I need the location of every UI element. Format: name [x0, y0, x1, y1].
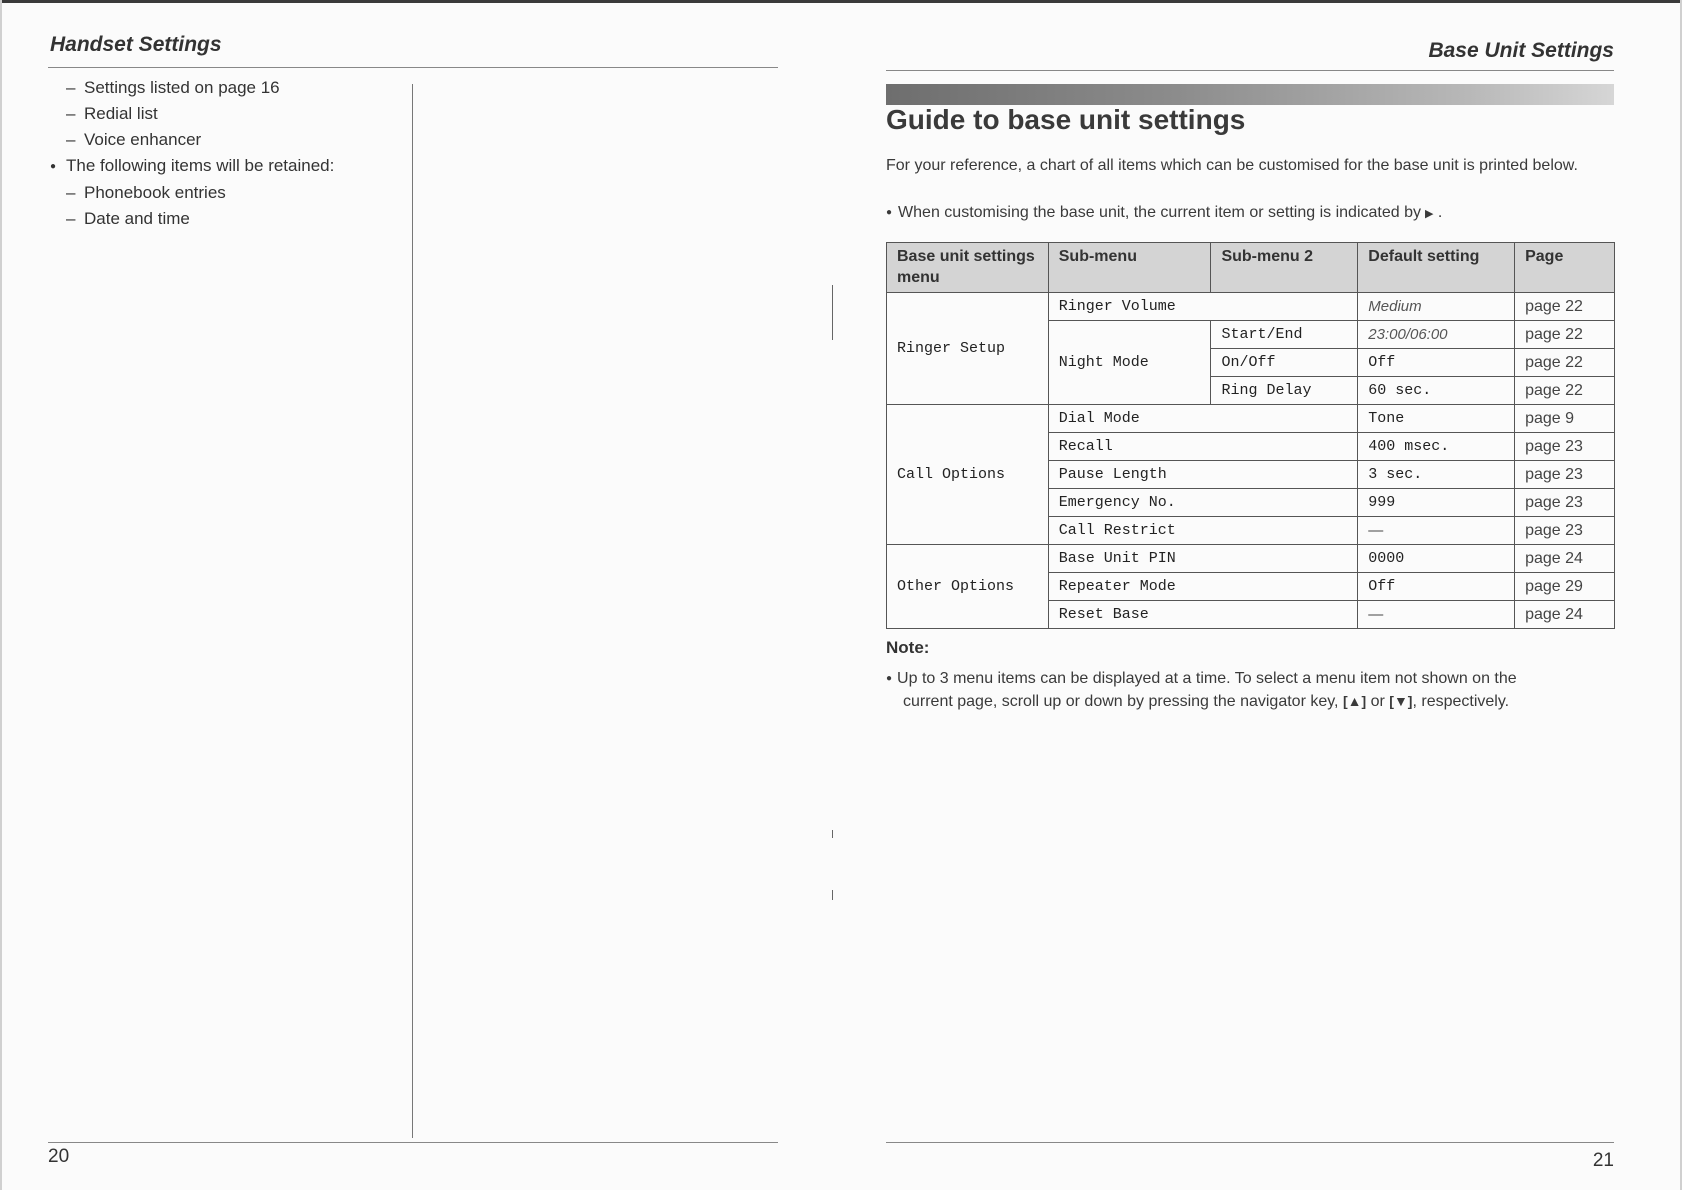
page-cell: page 23 — [1515, 489, 1615, 517]
submenu-cell: Reset Base — [1048, 601, 1358, 629]
right-page-header: Base Unit Settings — [1428, 39, 1614, 62]
navigator-down-key-icon: [▼] — [1389, 693, 1413, 709]
submenu2-cell: On/Off — [1211, 349, 1358, 377]
table-row — [887, 405, 1615, 433]
table-row — [887, 293, 1615, 321]
submenu-cell: Recall — [1048, 433, 1358, 461]
default-cell: 60 sec. — [1358, 377, 1515, 405]
section-title: Guide to base unit settings — [886, 104, 1246, 135]
note-line-2 — [886, 690, 1616, 713]
note-line-1: Up to 3 menu items can be displayed at a time. To select a menu item not shown on the — [897, 670, 1517, 687]
right-page-number: 21 — [1592, 1150, 1614, 1171]
default-cell: — — [1358, 601, 1515, 629]
submenu-cell: Repeater Mode — [1048, 573, 1358, 601]
right-footer-rule — [886, 1142, 1614, 1143]
default-cell: Off — [1358, 349, 1515, 377]
submenu-cell: Base Unit PIN — [1048, 545, 1358, 573]
default-cell: 400 msec. — [1358, 433, 1515, 461]
list-item: – Phonebook entries — [50, 180, 334, 206]
page-cell: page 9 — [1515, 405, 1615, 433]
current-item-arrow-icon: ▶ — [1424, 208, 1434, 220]
bullet-icon: ● — [886, 673, 893, 684]
menu-cell: Ringer Setup — [887, 293, 1049, 405]
note-line-2-text: current page, scroll up or down by pressing the navigator key, — [903, 693, 1339, 710]
note-or: or — [1370, 693, 1385, 710]
default-cell: 999 — [1358, 489, 1515, 517]
default-cell: Off — [1358, 573, 1515, 601]
page-cell: page 29 — [1515, 573, 1615, 601]
page-cell: page 24 — [1515, 545, 1615, 573]
bullet-icon: ● — [886, 207, 893, 218]
gutter-mark — [832, 830, 833, 838]
page-cell: page 23 — [1515, 461, 1615, 489]
note-label: Note: — [886, 638, 930, 657]
list-item: – Redial list — [50, 101, 334, 127]
intro-bullet-text: When customising the base unit, the current item or setting is indicated by — [898, 204, 1421, 221]
page-cell: page 23 — [1515, 517, 1615, 545]
left-footer-rule — [48, 1142, 778, 1143]
column-header: Default setting — [1358, 243, 1515, 293]
default-cell: Tone — [1358, 405, 1515, 433]
submenu-cell: Pause Length — [1048, 461, 1358, 489]
gutter-mark — [832, 285, 833, 340]
gutter-mark — [832, 890, 833, 900]
submenu-cell: Call Restrict — [1048, 517, 1358, 545]
right-header-rule — [886, 70, 1614, 71]
retained-items-heading: ● The following items will be retained: — [50, 153, 334, 180]
column-divider — [412, 84, 413, 1138]
default-cell: Medium — [1358, 293, 1515, 321]
default-cell: 0000 — [1358, 545, 1515, 573]
navigator-up-key-icon: [▲] — [1342, 693, 1367, 709]
list-item: – Settings listed on page 16 — [50, 75, 334, 101]
list-item: – Date and time — [50, 206, 334, 232]
submenu-cell: Emergency No. — [1048, 489, 1358, 517]
left-page-header: Handset Settings — [50, 33, 222, 56]
base-unit-settings-table — [886, 242, 1615, 629]
column-header: Base unit settings menu — [887, 243, 1049, 293]
list-item: – Voice enhancer — [50, 127, 334, 153]
page-cell: page 24 — [1515, 601, 1615, 629]
intro-bullet: ● When customising the base unit, the current item or setting is indicated by ▶ . — [886, 204, 1443, 221]
title-band — [886, 84, 1614, 105]
submenu-cell: Dial Mode — [1048, 405, 1358, 433]
left-settings-list — [50, 75, 334, 232]
table-row — [887, 545, 1615, 573]
submenu2-cell: Start/End — [1211, 321, 1358, 349]
default-cell: 3 sec. — [1358, 461, 1515, 489]
scan-edge-top — [0, 0, 1682, 3]
default-cell: — — [1358, 517, 1515, 545]
column-header: Sub-menu 2 — [1211, 243, 1358, 293]
submenu2-cell: Ring Delay — [1211, 377, 1358, 405]
scan-edge-left — [0, 0, 2, 1190]
column-header: Sub-menu — [1048, 243, 1211, 293]
page-cell: page 22 — [1515, 321, 1615, 349]
note-line-2-end: , respectively. — [1412, 693, 1510, 710]
intro-text: For your reference, a chart of all items which can be customised for the base unit is printed below. — [886, 157, 1578, 174]
default-cell: 23:00/06:00 — [1358, 321, 1515, 349]
submenu-cell: Night Mode — [1048, 321, 1211, 405]
submenu-cell: Ringer Volume — [1048, 293, 1358, 321]
column-header: Page — [1515, 243, 1615, 293]
page-cell: page 22 — [1515, 293, 1615, 321]
page-cell: page 22 — [1515, 377, 1615, 405]
left-header-rule — [48, 67, 778, 68]
page-cell: page 22 — [1515, 349, 1615, 377]
menu-cell: Call Options — [887, 405, 1049, 545]
note-text — [886, 667, 1616, 713]
menu-cell: Other Options — [887, 545, 1049, 629]
table-header-row — [887, 243, 1615, 293]
page-cell: page 23 — [1515, 433, 1615, 461]
left-page-number: 20 — [48, 1146, 70, 1167]
